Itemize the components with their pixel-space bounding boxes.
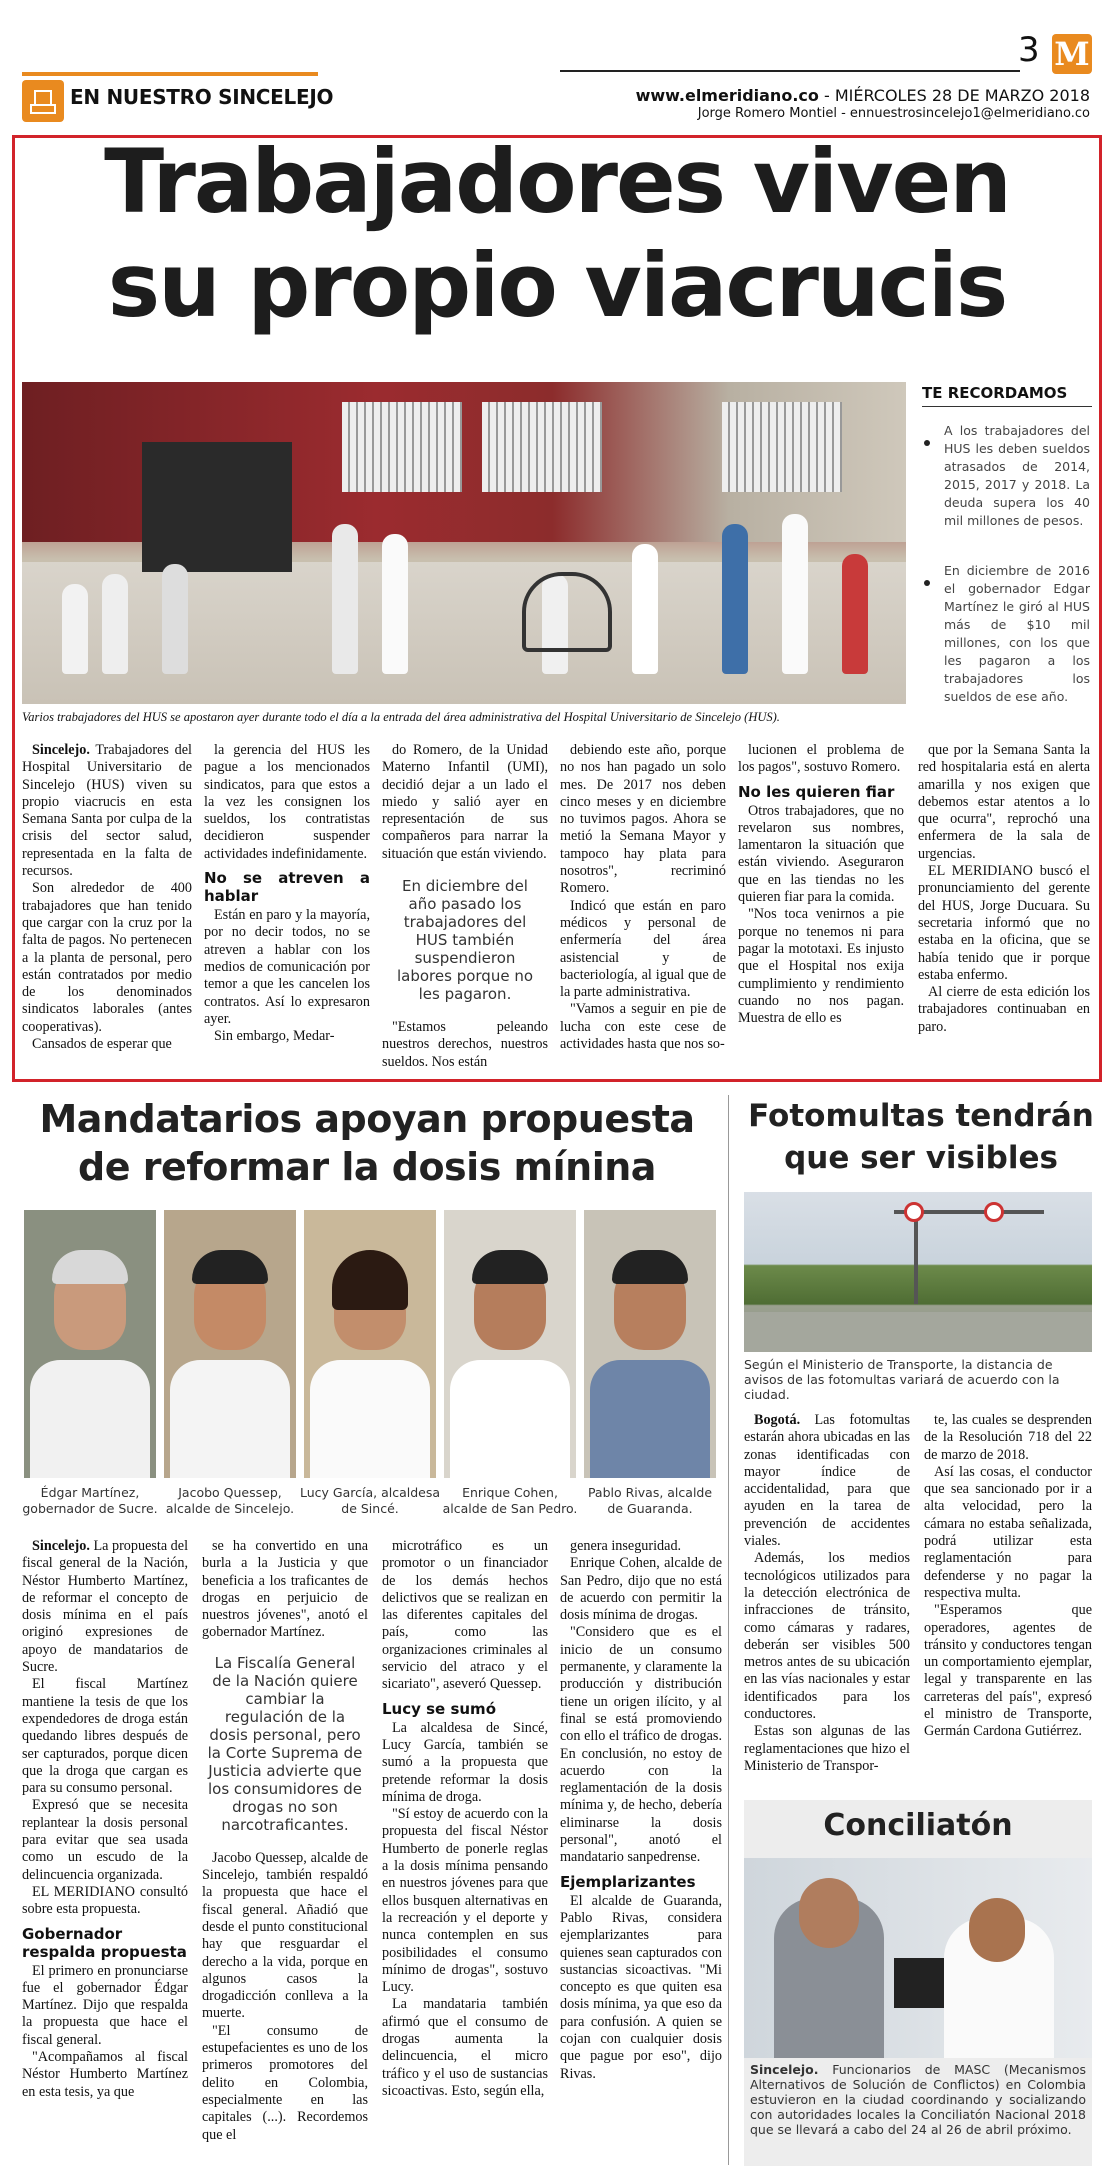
portrait-caption: Lucy García, alcaldesa de Sincé.	[300, 1485, 441, 1516]
paragraph: Las fotomultas estarán ahora ubicadas en las zonas identificadas con mayor índice de accidentalidad, para que ayuden en la tarea de prevención de accidentes viales.	[744, 1412, 910, 1550]
section-title: EN NUESTRO SINCELEJO	[70, 85, 334, 109]
paragraph: "Nos toca venirnos a pie porque no tenemos ni para pagar la mototaxi. Es injusto que el Hospital nos exija cumplimiento y rendimiento cuando no nos pagan. Muestra de ello es	[738, 906, 904, 1027]
portrait-enrique-cohen	[444, 1210, 576, 1478]
sidebar-item: A los trabajadores del HUS les deben sueldos atrasados de 2014, 2015, 2017 y 2018. La deuda supera los 40 mil millones de pesos.	[944, 423, 1090, 528]
paragraph: la gerencia del HUS les pague a los mencionados sindicatos, para que estos a la vez les consignen los sueldos, los contratistas decidieron suspender actividades indefinidamente.	[204, 742, 370, 862]
paragraph: La mandataria también afirmó que el consumo de drogas aumenta la delincuencia, el micro tráfico y el uso de sustancias sicoactivas. Esto, según ella,	[382, 1996, 548, 2099]
header-rule	[560, 70, 1020, 72]
subhead: No se atreven a hablar	[204, 869, 370, 906]
paragraph: Cansados de esperar que	[32, 1036, 172, 1053]
story2-headline	[22, 1095, 712, 1191]
paragraph: Están en paro y la mayoría, por no decir todos, no se atreven a hablar con los medios de comunicación por temor a que les cancelen los contratos. Así lo expresaron ayer.	[204, 907, 370, 1027]
story2-col-2	[202, 1538, 368, 2144]
paragraph: "Considero que es el inicio de un consumo permanente, y claramente la producción y distribución tiene un origen ilícito, y al final se está promoviendo con ello el tráfico de drogas. En conclusión, no estoy de acuerdo con la reglamentación de la dosis mínima y, de hecho, debería eliminarse la dosis personal", anotó el mandatario sanpedrense.	[560, 1624, 722, 1866]
bullet-icon	[924, 580, 930, 586]
paragraph: te, las cuales se desprenden de la Resolución 718 del 22 de marzo de 2018.	[924, 1412, 1092, 1463]
church-icon	[22, 80, 64, 122]
main-col-6	[918, 742, 1090, 1036]
conciliaton-photo	[744, 1858, 1092, 2058]
pull-quote: La Fiscalía General de la Nación quiere cambiar la regulación de la dosis personal, pero la Corte Suprema de Justicia advierte que los consumidores de drogas no son narcotraficantes.	[207, 1653, 363, 1834]
section-bar	[22, 72, 318, 76]
story3-col-2	[924, 1412, 1092, 1741]
column-divider	[728, 1095, 729, 2165]
headline-line-1: Mandatarios apoyan propuesta	[39, 1097, 695, 1141]
paragraph: "Acompañamos al fiscal Néstor Humberto Martínez en esta tesis, ya que	[22, 2049, 188, 2100]
conciliaton-title: Conciliatón	[823, 1808, 1013, 1843]
sidebar-item: En diciembre de 2016 el gobernador Edgar Martínez le giró al HUS más de $10 mil millones, con los que les pagaron a los trabajadores los sueldos de ese año.	[944, 563, 1090, 704]
paragraph: Al cierre de esta edición los trabajadores continuaban en paro.	[918, 984, 1090, 1035]
subhead: No les quieren fiar	[738, 782, 895, 801]
paragraph: EL MERIDIANO buscó el pronunciamiento del gerente del HUS, Jorge Ducuara. Su secretaria informó que no estaba en la oficina, que se había tenido que ir porque estaba enfermo.	[918, 863, 1090, 983]
story2-col-1	[22, 1538, 188, 2101]
paragraph: Trabajadores del Hospital Universitario de Sincelejo (HUS) viven su propio viacrucis en esta Semana Santa por culpa de la crisis del sector salud, representada en la falta de recursos.	[22, 742, 192, 880]
bullet-icon	[924, 440, 930, 446]
paragraph: Son alrededor de 400 trabajadores que han tenido que cargar con la cruz por la falta de pagos. No pertenecen a la planta de personal, pero están contratados por medio de los denominados sindicatos laborales (antes cooperativas).	[22, 880, 192, 1035]
main-col-2	[204, 742, 370, 1045]
page-number: 3	[1018, 30, 1040, 70]
portrait-pablo-rivas	[584, 1210, 716, 1478]
headline-line-2: que ser visibles	[784, 1140, 1058, 1176]
portrait-jacobo-quessep	[164, 1210, 296, 1478]
paragraph: El primero en pronunciarse fue el gobernador Édgar Martínez. Dijo que respalda la propuesta que hace el fiscal general.	[22, 1962, 188, 2048]
headline-line-1: Trabajadores viven	[104, 130, 1010, 233]
paragraph: se ha convertido en una burla a la Justicia y que beneficia a los traficantes de drogas en perjuicio de nuestros jóvenes", anotó el gobernador Martínez.	[202, 1538, 368, 1641]
dateline: Bogotá.	[754, 1412, 801, 1428]
paragraph: EL MERIDIANO consultó sobre esta propuesta.	[22, 1883, 188, 1918]
subhead: Ejemplarizantes	[560, 1872, 696, 1891]
paragraph: lucionen el problema de los pagos", sostuvo Romero.	[738, 742, 904, 776]
paragraph: El fiscal Martínez mantiene la tesis de que los expendedores de droga están quedando libres después de ser capturados, porque dicen que la droga que cargan es para su consumo personal.	[22, 1676, 188, 1797]
paragraph: microtráfico es un promotor o un financiador de los demás hechos delictivos que se realizan en las diferentes capitales del país, como las organizaciones criminales al servicio del atraco y el sicariato", aseveró Quessep.	[382, 1538, 548, 1693]
paragraph: Indicó que están en paro médicos y personal de enfermería del área asistencial y de bacteriología, al igual que de la parte administrativa.	[560, 897, 726, 1001]
pull-quote: En diciembre del año pasado los trabajadores del HUS también suspendieron labores porque no les pagaron.	[396, 877, 534, 1004]
paragraph: genera inseguridad.	[570, 1538, 682, 1554]
story2-col-4	[560, 1538, 722, 2083]
main-headline	[22, 130, 1092, 338]
paragraph: El alcalde de Guaranda, Pablo Rivas, considera ejemplarizantes para quienes sean capturados con sustancias sicoactivas. "Mi concepto es que quiten esa dosis mínima, ya que eso da para confusión. A quien se cojan con cualquier dosis que pague por eso", dijo Rivas.	[560, 1892, 722, 2082]
subhead: Lucy se sumó	[382, 1699, 496, 1718]
dateline: Sincelejo.	[32, 1538, 90, 1554]
paragraph: Expresó que se necesita replantear la dosis personal para evitar que sea usada como un escudo de la delincuencia organizada.	[22, 1797, 188, 1883]
byline: Jorge Romero Montiel - ennuestrosincelejo1@elmeridiano.co	[697, 106, 1090, 121]
paragraph: "Estamos peleando nuestros derechos, nuestros sueldos. Nos están	[382, 1019, 548, 1070]
road-photo-caption: Según el Ministerio de Transporte, la distancia de avisos de las fotomultas variará de acuerdo con la ciudad.	[744, 1357, 1060, 1402]
dateline: Sincelejo.	[32, 742, 90, 758]
headline-line-2: de reformar la dosis mínina	[78, 1145, 656, 1189]
paragraph: "El consumo de estupefacientes es uno de los primeros promotores del delito en Colombia, especialmente en las capitales (...). Recordemos que el	[202, 2022, 368, 2143]
headline-line-1: Fotomultas tendrán	[748, 1098, 1094, 1134]
portrait-edgar-martinez	[24, 1210, 156, 1478]
portrait-caption: Enrique Cohen, alcalde de San Pedro.	[442, 1485, 578, 1516]
portrait-caption: Jacobo Quessep, alcalde de Sincelejo.	[165, 1485, 295, 1516]
paragraph: "Esperamos que operadores, agentes de tránsito y conductores tengan un comportamiento ejemplar, legal y transparente en las carreteras del país", expresó el ministro de Transporte, Germán Cardona Gutiérrez.	[924, 1602, 1092, 1740]
newspaper-logo: M	[1052, 34, 1092, 74]
issue-date: MIÉRCOLES 28 DE MARZO 2018	[834, 86, 1090, 105]
paragraph: que por la Semana Santa la red hospitalaria está en alerta amarilla y nos exigen que debemos estar atentos a lo que ocurra", reprochó una enfermera de la sala de urgencias.	[918, 742, 1090, 862]
site-date-line: www.elmeridiano.co - MIÉRCOLES 28 DE MARZO 2018	[635, 86, 1090, 105]
story3-headline	[740, 1095, 1102, 1179]
paragraph: Así las cosas, el conductor que sea sancionado por ir a alta velocidad, pero la cámara no estaba señalizada, podrá utilizar esta reglamentación para defenderse y no pagar la respectiva multa.	[924, 1463, 1092, 1601]
main-photo	[22, 382, 906, 704]
paragraph: Sin embargo, Medar-	[214, 1028, 335, 1045]
portrait-caption: Édgar Martínez, gobernador de Sucre.	[22, 1485, 158, 1516]
main-photo-caption: Varios trabajadores del HUS se apostaron ayer durante todo el día a la entrada del área administrativa del Hospital Universitario de Sincelejo (HUS).	[22, 710, 780, 724]
paragraph: Otros trabajadores, que no revelaron sus nombres, lamentaron la situación que están viviendo. Aseguraron que en las tiendas no les quieren fiar para la comida.	[738, 802, 904, 906]
sidebar-rule	[922, 406, 1092, 407]
portrait-caption: Pablo Rivas, alcalde de Guaranda.	[587, 1485, 713, 1516]
portrait-lucy-garcia	[304, 1210, 436, 1478]
story3-col-1	[744, 1412, 910, 1775]
main-col-1	[22, 742, 192, 1053]
site-url[interactable]: www.elmeridiano.co	[635, 86, 819, 105]
subhead: Gobernador respalda propuesta	[22, 1924, 187, 1961]
paragraph: Jacobo Quessep, alcalde de Sincelejo, también respaldó la propuesta que hace el fiscal general. Añadió que desde el punto constitucional hay que resguardar el derecho a la vida, porque en algunos casos la drogadicción conlleva a la muerte.	[202, 1849, 368, 2022]
paragraph: La alcaldesa de Sincé, Lucy García, también se sumó a la propuesta que pretende reformar la dosis mínima de droga.	[382, 1719, 548, 1805]
paragraph: "Sí estoy de acuerdo con la propuesta del fiscal Néstor Humberto de ponerle reglas a la dosis mínima pensando en nuestros jóvenes para que ellos busquen alternativas en la recreación y el deporte y nunca contemplen en sus posibilidades el consumo mínimo de drogas", sostuvo Lucy.	[382, 1806, 548, 1996]
main-col-3	[382, 742, 548, 1071]
paragraph: "Vamos a seguir en pie de lucha con este cese de actividades hasta que nos so-	[560, 1001, 726, 1053]
headline-line-2: su propio viacrucis	[107, 234, 1007, 337]
caption-text: Funcionarios de MASC (Mecanismos Alternativos de Solución de Conflictos) en Colombia estuvieron en la ciudad coordinando y socializando con autoridades locales la Conciliatón Nacional 2018 que se llevará a cabo del 24 al 26 de abril próximo.	[750, 2062, 1087, 2137]
paragraph: debiendo este año, porque no nos han pagado un solo mes. De 2017 nos deben cinco meses y en diciembre no tuvimos pagos. Ahora se metió la Semana Mayor y tampoco hay plata para nosotros", recriminó Romero.	[560, 742, 726, 897]
conciliaton-caption	[750, 2062, 1086, 2137]
paragraph: do Romero, de la Unidad Materno Infantil (UMI), decidió dejar a un lado el miedo y salió ayer en representación de sus compañeros para narrar la situación que están viviendo.	[382, 742, 548, 862]
paragraph: Enrique Cohen, alcalde de San Pedro, dijo que no está de acuerdo con permitir la dosis mínima de drogas.	[560, 1555, 722, 1624]
paragraph: La propuesta del fiscal general de la Nación, Néstor Humberto Martínez, de reformar el concepto de dosis mínima en el país originó expresiones de apoyo de mandatarios de Sucre.	[22, 1538, 189, 1676]
main-col-5	[738, 742, 904, 1027]
road-photo	[744, 1192, 1092, 1352]
paragraph: Además, los medios tecnológicos utilizados para la detección electrónica de infracciones de tránsito, como cámaras y radares, deberán ser visibles 500 metros antes de su ubicación en las vías nacionales y estar identificados para los conductores.	[744, 1550, 910, 1723]
dateline: Sincelejo.	[750, 2062, 819, 2077]
sidebar-title: TE RECORDAMOS	[922, 384, 1068, 402]
story2-col-3	[382, 1538, 548, 2100]
paragraph: Estas son algunas de las reglamentaciones que hizo el Ministerio de Transpor-	[744, 1723, 910, 1774]
main-col-4	[560, 742, 726, 1053]
